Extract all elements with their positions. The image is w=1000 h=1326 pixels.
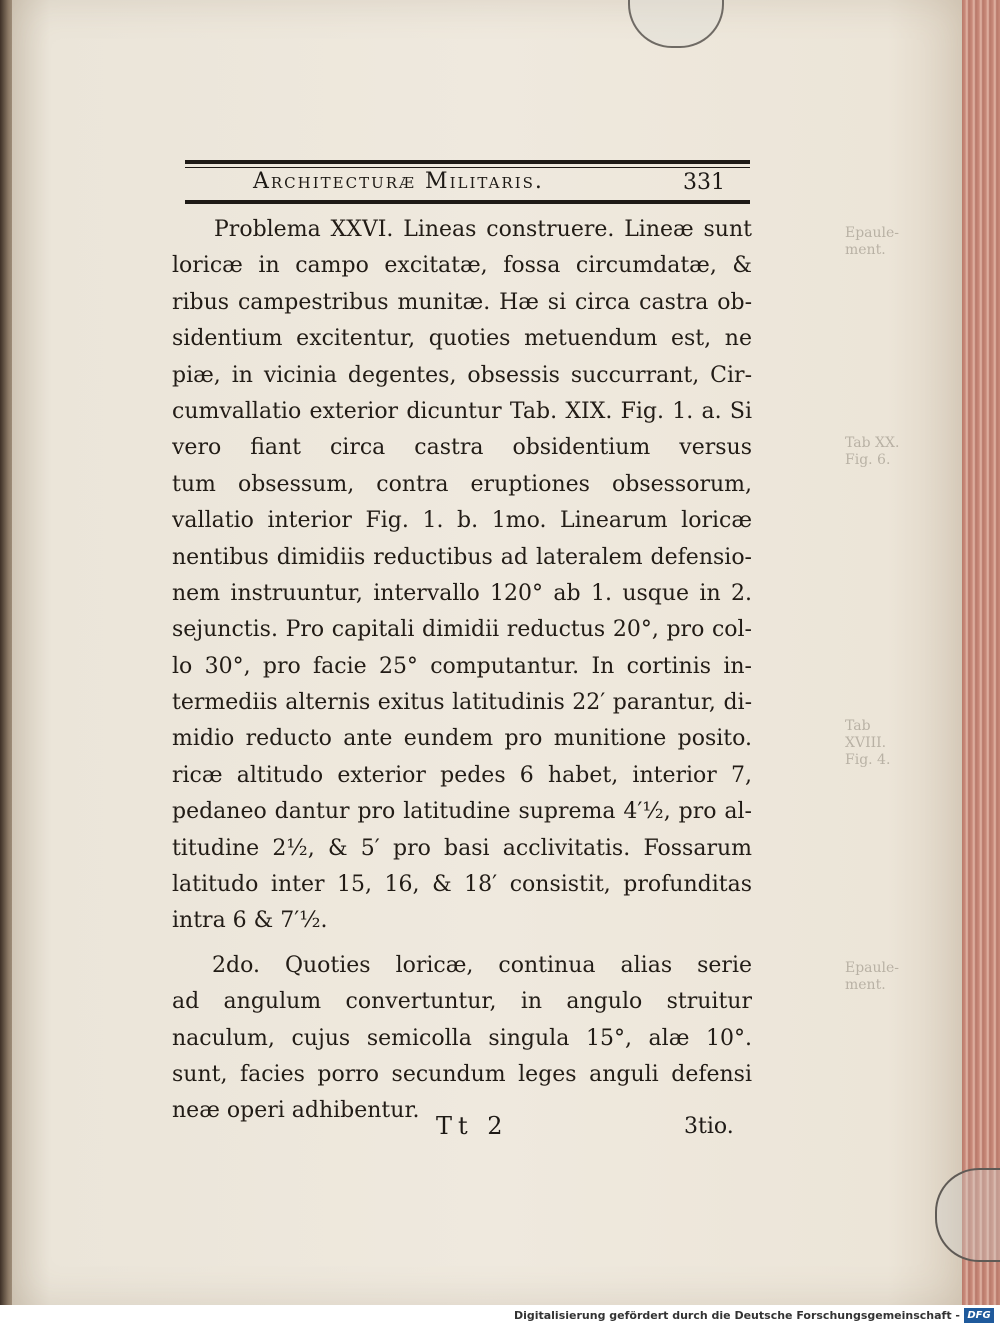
credit-bar <box>0 1305 1000 1326</box>
header-rule-thick <box>185 160 750 164</box>
text-line: termediis alternis exitus latitudinis 22′ parantur, di- <box>172 690 752 716</box>
text-line: midio reducto ante eundem pro munitione posito. <box>172 726 752 752</box>
body-text <box>172 212 752 1130</box>
text-line: ad angulum convertuntur, in angulo struitur <box>172 989 752 1015</box>
dfg-logo: DFG <box>964 1308 994 1323</box>
page-stack-edge <box>962 0 1000 1305</box>
text-line: tum obsessum, contra eruptiones obsessorum, <box>172 471 752 497</box>
bleed-through-text: Epaule- ment. <box>845 225 900 258</box>
text-line: piæ, in vicinia degentes, obsessis succurrant, Cir- <box>172 362 752 388</box>
text-line: 2do. Quoties loricæ, continua alias serie <box>212 952 752 978</box>
header-rule-thin <box>185 167 750 168</box>
text-line: cumvallatio exterior dicuntur Tab. XIX. Fig. 1. a. Si <box>172 398 752 424</box>
text-line: intra 6 & 7′½. <box>172 908 328 934</box>
text-line: vero fiant circa castra obsidentium versus <box>172 435 752 461</box>
text-line: neæ operi adhibentur. <box>172 1098 420 1124</box>
header-rule-bottom <box>185 200 750 204</box>
text-line: sejunctis. Pro capitali dimidii reductus 20°, pro col- <box>172 617 752 643</box>
text-line: loricæ in campo excitatæ, fossa circumdatæ, & <box>172 253 752 279</box>
credit-text: Digitalisierung gefördert durch die Deutsche Forschungsgemeinschaft - <box>513 1309 960 1322</box>
text-line: vallatio interior Fig. 1. b. 1mo. Linearum loricæ <box>172 508 752 534</box>
text-line: naculum, cujus semicolla singula 15°, alæ 10°. <box>172 1025 752 1051</box>
page-number: 331 <box>683 170 725 195</box>
text-line: Problema XXVI. Lineas construere. Lineæ sunt <box>214 217 752 242</box>
running-head <box>185 158 750 206</box>
signature-mark: Tt 2 <box>436 1112 509 1140</box>
running-title: Architecturæ Militaris. <box>253 169 544 194</box>
bleed-through-text: Tab XX. Fig. 6. <box>845 435 900 468</box>
text-line: ribus campestribus munitæ. Hæ si circa castra ob- <box>172 289 752 315</box>
text-line: nentibus dimidiis reductibus ad lateralem defensio- <box>172 544 752 570</box>
bleed-through-text: Epaule- ment. <box>845 960 900 993</box>
catchword: 3tio. <box>684 1114 734 1139</box>
text-line: sidentium excitentur, quoties metuendum est, ne <box>172 326 752 352</box>
text-line: ricæ altitudo exterior pedes 6 habet, interior 7, <box>172 762 752 788</box>
text-line: nem instruuntur, intervallo 120° ab 1. usque in 2. <box>172 580 752 606</box>
text-line: sunt, facies porro secundum leges anguli defensi <box>172 1061 752 1087</box>
bleed-through-text: Tab XVIII. Fig. 4. <box>845 718 891 768</box>
text-line: titudine 2½, & 5′ pro basi acclivitatis. Fossarum <box>172 835 752 861</box>
text-line: pedaneo dantur pro latitudine suprema 4′½, pro al- <box>172 799 752 825</box>
text-line: lo 30°, pro facie 25° computantur. In cortinis in- <box>172 653 752 679</box>
text-line: latitudo inter 15, 16, & 18′ consistit, profunditas <box>172 872 752 898</box>
